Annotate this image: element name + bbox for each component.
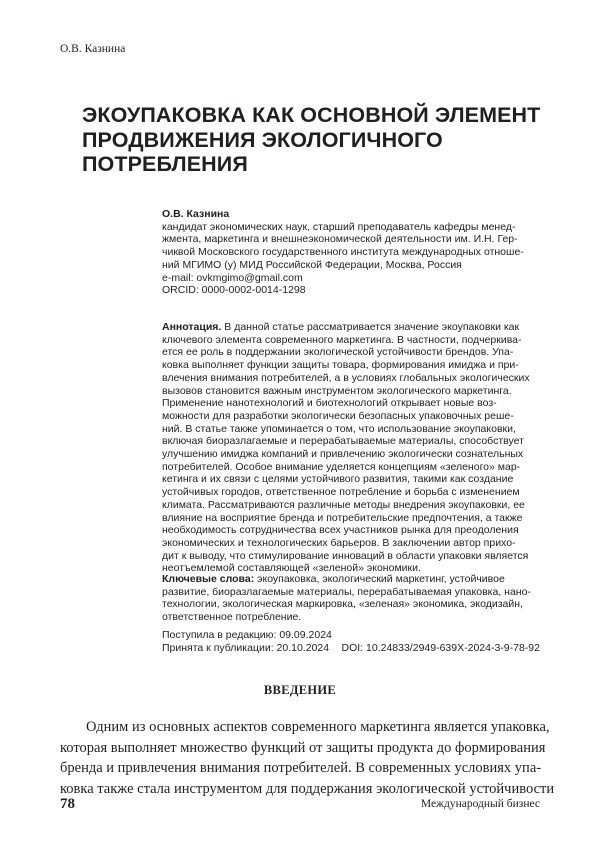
doi: DOI: 10.24833/2949-639X-2024-3-9-78-92 — [341, 641, 540, 654]
annotation-first-line — [162, 321, 540, 334]
annotation-line: Применение нанотехнологий и биотехнологий открывает новые воз- — [162, 397, 497, 410]
section-heading: ВВЕДЕНИЕ — [263, 683, 337, 697]
keywords-line: технологии, экологическая маркировка, «зеленая» экономика, экодизайн, — [162, 598, 523, 611]
author-affiliation-line: жмента, маркетинга и внешнеэкономической деятельности им. И.Н. Гер- — [162, 233, 518, 246]
annotation-line: можности для разработки экологически безопасных упаковочных реше- — [162, 409, 514, 422]
annotation-line: влияние на восприятие бренда и потребительские предпочтения, а также — [162, 511, 523, 524]
keywords-line: ответственное потребление. — [162, 611, 302, 624]
running-head: О.В. Казнина — [60, 43, 126, 55]
title-line: ЭКОУПАКОВКА КАК ОСНОВНОЙ ЭЛЕМЕНТ — [82, 103, 541, 127]
keywords — [162, 573, 540, 624]
annotation-line: устойчивых городов, ответственное потребление и борьба с изменением — [162, 486, 520, 499]
author-email: e-mail: ovkmgimo@gmail.com — [162, 271, 303, 284]
annotation-line: экономических и технологических барьеров. В заключении автор прихо- — [162, 536, 516, 549]
keywords-label: Ключевые слова: — [162, 573, 255, 585]
annotation-line: кетинга и их связи с целями устойчивого развития, такими как создание — [162, 473, 514, 486]
annotation-line: включая биоразлагаемые и перерабатываемые материалы, способствует — [162, 435, 524, 448]
title-line: ПОТРЕБЛЕНИЯ — [82, 152, 248, 176]
journal-name: Международный бизнес — [420, 798, 540, 810]
author-affiliation-line: кандидат экономических наук, старший преподаватель кафедры менед- — [162, 220, 516, 233]
annotation-line: потребителей. Особое внимание уделяется концепциям «зеленого» мар- — [162, 460, 521, 473]
annotation-line: улучшению имиджа компаний и привлечению экологически сознательных — [162, 448, 524, 461]
annotation-line: вызовов становится важным инструментом экологического маркетинга. — [162, 384, 512, 397]
accepted-doi-row — [162, 642, 540, 655]
annotation-text: В данной статье рассматривается значение экоупаковки как — [221, 321, 520, 333]
annotation-line: влечения внимания потребителей, а в условиях глобальных экологических — [162, 371, 530, 384]
publication-dates — [162, 629, 540, 654]
annotation-line: ковка выполняет функции защиты товара, формирования имиджа и при- — [162, 359, 519, 372]
page-number: 78 — [60, 796, 75, 812]
annotation-label: Аннотация. — [162, 321, 222, 333]
annotation-line: неотъемлемой составляющей «зеленой» экономики. — [162, 562, 421, 575]
keywords-first-line — [162, 573, 540, 586]
author-affiliation-line: ний МГИМО (у) МИД Российской Федерации, Москва, Россия — [162, 258, 462, 271]
annotation-line: ний. В статье также упоминается о том, что использование экоупаковки, — [162, 422, 516, 435]
annotation-line: необходимость сотрудничества всех участников рынка для преодоления — [162, 524, 519, 537]
received-date: Поступила в редакцию: 09.09.2024 — [162, 629, 332, 641]
article-title — [82, 103, 541, 177]
keywords-text: экоупаковка, экологический маркетинг, устойчивое — [254, 573, 505, 585]
accepted-date: Принята к публикации: 20.10.2024 — [162, 641, 330, 654]
annotation-line: климата. Рассматриваются различные методы внедрения экоупаковки, ее — [162, 498, 525, 511]
body-line: Одним из основных аспектов современного маркетинга является упаковка, — [86, 719, 550, 735]
author-orcid: ORCID: 0000-0002-0014-1298 — [162, 284, 306, 297]
author-name: О.В. Казнина — [162, 208, 230, 220]
annotation-line: ется ее роль в поддержании экологической устойчивости брендов. Упа- — [162, 346, 514, 359]
body-text — [60, 717, 555, 799]
annotation — [162, 321, 540, 575]
annotation-line: ключевого элемента современного маркетинга. В частности, подчеркива- — [162, 333, 522, 346]
body-line: которая выполняет множество функций от защиты продукта до формирования — [60, 739, 546, 756]
author-affiliation-line: чиквой Московского государственного института международных отноше- — [162, 246, 524, 259]
keywords-line: развитие, биоразлагаемые материалы, перерабатываемая упаковка, нано- — [162, 585, 531, 598]
body-line: бренда и привлечения внимания потребителей. В современных условиях упа- — [60, 760, 542, 776]
title-line: ПРОДВИЖЕНИЯ ЭКОЛОГИЧНОГО — [82, 127, 443, 152]
annotation-line: дит к выводу, что стимулирование инноваций в области упаковки является — [162, 549, 529, 562]
author-block — [162, 208, 540, 297]
body-line: ковка также стала инструментом для поддержания экологической устойчивости — [60, 780, 555, 797]
